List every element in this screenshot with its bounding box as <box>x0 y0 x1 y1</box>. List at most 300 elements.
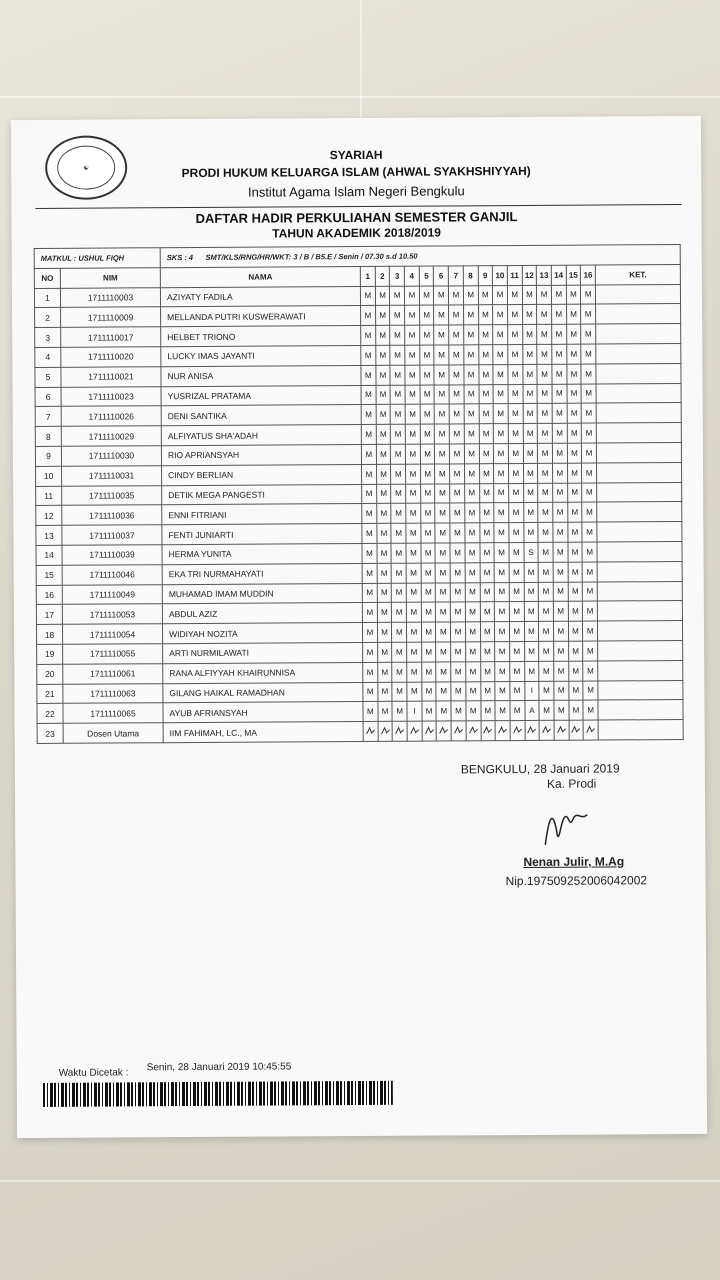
attendance-mark: M <box>420 484 435 504</box>
col-meeting: 5 <box>419 266 434 286</box>
attendance-mark: M <box>523 424 538 444</box>
row-nim: 1711110026 <box>61 406 161 426</box>
attendance-mark: M <box>554 701 569 721</box>
attendance-mark: M <box>567 483 582 503</box>
attendance-mark: M <box>478 285 493 305</box>
attendance-mark: M <box>375 306 390 326</box>
attendance-mark: M <box>566 324 581 344</box>
attendance-mark: M <box>583 700 598 720</box>
attendance-mark: M <box>582 542 597 562</box>
attendance-mark: M <box>479 384 494 404</box>
attendance-mark: M <box>464 424 479 444</box>
attendance-mark: M <box>522 344 537 364</box>
attendance-mark: M <box>568 621 583 641</box>
row-name: HERMA YUNITA <box>162 543 362 564</box>
attendance-mark: M <box>523 443 538 463</box>
sign-role: Ka. Prodi <box>546 776 597 791</box>
attendance-mark: M <box>449 384 464 404</box>
col-meeting: 1 <box>360 266 375 286</box>
attendance-mark: M <box>436 662 451 682</box>
attendance-mark: M <box>377 583 392 603</box>
attendance-mark: M <box>537 285 552 305</box>
attendance-mark: M <box>479 404 494 424</box>
row-ket <box>595 284 680 304</box>
attendance-mark: M <box>376 385 391 405</box>
row-no: 15 <box>36 565 62 585</box>
col-meeting: 11 <box>507 265 522 285</box>
attendance-mark: M <box>551 285 566 305</box>
attendance-mark: M <box>361 385 376 405</box>
attendance-mark: M <box>377 523 392 543</box>
attendance-mark: M <box>450 582 465 602</box>
attendance-mark: M <box>480 622 495 642</box>
row-ket <box>597 621 682 641</box>
attendance-mark: M <box>478 305 493 325</box>
initial-scribble <box>512 725 522 735</box>
lecturer-signature-mark <box>525 721 540 741</box>
attendance-mark: M <box>524 661 539 681</box>
attendance-mark: M <box>450 602 465 622</box>
row-nim: 1711110037 <box>62 525 162 545</box>
col-meeting: 6 <box>434 266 449 286</box>
attendance-mark: M <box>421 583 436 603</box>
row-ket <box>598 700 683 720</box>
row-no: 21 <box>37 684 63 704</box>
row-ket <box>598 640 683 660</box>
attendance-mark: M <box>494 503 509 523</box>
row-nim: 1711110055 <box>63 644 163 664</box>
attendance-mark: M <box>391 444 406 464</box>
row-no: 11 <box>36 486 62 506</box>
attendance-mark: M <box>377 543 392 563</box>
attendance-mark: M <box>421 662 436 682</box>
attendance-mark: M <box>522 325 537 345</box>
attendance-mark: M <box>523 503 538 523</box>
attendance-mark: M <box>421 622 436 642</box>
attendance-mark: M <box>419 325 434 345</box>
attendance-mark: M <box>537 384 552 404</box>
lecturer-signature-mark <box>451 721 466 741</box>
course-slot: SMT/KLS/RNG/HR/WKT: 3 / B / B5.E / Senin / 07.30 s.d 10.50 <box>205 251 418 262</box>
row-name: DETIK MEGA PANGESTI <box>162 484 362 505</box>
institution-name: Institut Agama Islam Negeri Bengkulu <box>247 183 465 200</box>
row-no: 10 <box>36 466 62 486</box>
attendance-mark: M <box>480 701 495 721</box>
attendance-mark: M <box>392 563 407 583</box>
col-meeting: 13 <box>537 265 552 285</box>
initial-scribble <box>468 725 478 735</box>
col-meeting: 8 <box>463 266 478 286</box>
attendance-mark: M <box>493 404 508 424</box>
initial-scribble <box>498 725 508 735</box>
attendance-mark: M <box>361 444 376 464</box>
attendance-mark: M <box>435 523 450 543</box>
attendance-mark: M <box>449 345 464 365</box>
row-ket <box>597 561 682 581</box>
attendance-mark: M <box>568 681 583 701</box>
attendance-mark: M <box>404 286 419 306</box>
row-name: LUCKY IMAS JAYANTI <box>161 345 361 366</box>
attendance-mark: M <box>405 345 420 365</box>
lecturer-signature-mark <box>392 721 407 741</box>
attendance-mark: M <box>553 562 568 582</box>
row-ket <box>596 383 681 403</box>
attendance-mark: M <box>407 622 422 642</box>
attendance-mark: M <box>466 661 481 681</box>
attendance-mark: M <box>567 463 582 483</box>
attendance-mark: M <box>420 404 435 424</box>
attendance-mark: M <box>375 286 390 306</box>
attendance-mark: M <box>376 405 391 425</box>
attendance-mark: M <box>420 444 435 464</box>
initial-scribble <box>395 725 405 735</box>
attendance-mark: M <box>407 642 422 662</box>
attendance-mark: M <box>494 543 509 563</box>
row-no: 9 <box>35 446 61 466</box>
attendance-mark: M <box>362 563 377 583</box>
lecturer-signature-mark <box>510 721 525 741</box>
attendance-mark: M <box>435 543 450 563</box>
lecturer-signature-mark <box>466 721 481 741</box>
attendance-mark: M <box>553 621 568 641</box>
program-name: PRODI HUKUM KELUARGA ISLAM (AHWAL SYAKHSHIYYAH) <box>181 163 531 181</box>
logo-emblem-icon: ☯ <box>57 145 115 189</box>
row-name: ARTI NURMILAWATI <box>163 642 363 663</box>
attendance-mark: M <box>465 622 480 642</box>
lecturer-signature-mark <box>569 720 584 740</box>
attendance-mark: M <box>508 325 523 345</box>
attendance-mark: M <box>567 384 582 404</box>
attendance-mark: M <box>494 562 509 582</box>
row-no: 13 <box>36 525 62 545</box>
attendance-mark: M <box>435 444 450 464</box>
attendance-mark: M <box>581 285 596 305</box>
col-nama: NAMA <box>160 266 360 287</box>
row-ket <box>596 324 681 344</box>
attendance-mark: M <box>552 443 567 463</box>
attendance-mark: M <box>509 483 524 503</box>
attendance-mark: M <box>420 365 435 385</box>
attendance-mark: M <box>581 344 596 364</box>
attendance-mark: M <box>510 681 525 701</box>
attendance-mark: M <box>391 504 406 524</box>
attendance-mark: M <box>451 681 466 701</box>
attendance-mark: M <box>435 484 450 504</box>
attendance-mark: M <box>362 464 377 484</box>
lecturer-signature-mark <box>363 722 378 742</box>
attendance-mark: M <box>480 642 495 662</box>
attendance-mark: M <box>554 641 569 661</box>
attendance-mark: M <box>583 621 598 641</box>
attendance-mark: M <box>494 463 509 483</box>
attendance-mark: M <box>479 523 494 543</box>
attendance-mark: M <box>420 464 435 484</box>
attendance-mark: M <box>582 463 597 483</box>
col-meeting: 3 <box>390 266 405 286</box>
attendance-mark: M <box>480 582 495 602</box>
attendance-mark: M <box>582 562 597 582</box>
attendance-mark: M <box>390 286 405 306</box>
attendance-mark: M <box>391 405 406 425</box>
row-nim: 1711110049 <box>62 584 162 604</box>
attendance-mark: M <box>450 483 465 503</box>
attendance-mark: M <box>421 602 436 622</box>
attendance-mark: M <box>419 305 434 325</box>
attendance-mark: M <box>464 444 479 464</box>
attendance-mark: M <box>434 325 449 345</box>
attendance-mark: M <box>449 305 464 325</box>
attendance-mark: M <box>450 444 465 464</box>
lecturer-signature-mark <box>495 721 510 741</box>
attendance-mark: M <box>465 563 480 583</box>
attendance-mark: M <box>479 463 494 483</box>
attendance-mark: M <box>582 502 597 522</box>
attendance-mark: M <box>451 622 466 642</box>
row-no: 1 <box>34 288 60 308</box>
document-title: DAFTAR HADIR PERKULIAHAN SEMESTER GANJIL <box>195 209 518 226</box>
row-no: 4 <box>35 347 61 367</box>
lecturer-signature-mark <box>481 721 496 741</box>
attendance-mark: M <box>466 701 481 721</box>
row-ket <box>596 442 681 462</box>
attendance-table <box>34 244 684 744</box>
attendance-mark: M <box>362 504 377 524</box>
attendance-mark: M <box>537 344 552 364</box>
row-nim: 1711110036 <box>62 505 162 525</box>
row-name: MUHAMAD IMAM MUDDIN <box>162 583 362 604</box>
row-nim: 1711110023 <box>61 386 161 406</box>
attendance-mark: M <box>419 286 434 306</box>
attendance-mark: M <box>465 602 480 622</box>
attendance-mark: M <box>553 503 568 523</box>
row-no: 14 <box>36 545 62 565</box>
signature-scribble <box>535 805 595 849</box>
attendance-mark: M <box>552 384 567 404</box>
col-meeting: 16 <box>581 265 596 285</box>
attendance-mark: M <box>581 384 596 404</box>
attendance-mark: M <box>494 444 509 464</box>
attendance-mark: M <box>523 483 538 503</box>
col-meeting: 2 <box>375 266 390 286</box>
attendance-mark: M <box>377 642 392 662</box>
row-no: 5 <box>35 367 61 387</box>
attendance-mark: M <box>390 385 405 405</box>
attendance-mark: M <box>392 662 407 682</box>
col-no: NO <box>34 268 60 288</box>
row-ket <box>597 581 682 601</box>
attendance-mark: M <box>392 682 407 702</box>
lecturer-signature-mark <box>407 721 422 741</box>
attendance-mark: M <box>435 404 450 424</box>
row-ket <box>596 344 681 364</box>
attendance-mark: M <box>420 385 435 405</box>
attendance-mark: M <box>524 622 539 642</box>
attendance-mark: M <box>406 583 421 603</box>
attendance-mark: M <box>361 365 376 385</box>
row-nim: 1711110053 <box>62 604 162 624</box>
attendance-mark: M <box>405 385 420 405</box>
attendance-mark: M <box>495 642 510 662</box>
attendance-mark: M <box>552 364 567 384</box>
attendance-mark: M <box>568 582 583 602</box>
row-name: DENI SANTIKA <box>161 405 361 426</box>
row-ket <box>598 680 683 700</box>
attendance-mark: M <box>391 523 406 543</box>
attendance-mark: M <box>449 404 464 424</box>
row-nim: 1711110063 <box>63 683 163 703</box>
attendance-mark: M <box>392 603 407 623</box>
attendance-mark: M <box>479 424 494 444</box>
attendance-mark: M <box>361 425 376 445</box>
attendance-mark: M <box>465 523 480 543</box>
attendance-mark: M <box>509 602 524 622</box>
row-no: 23 <box>37 723 63 743</box>
row-no: 12 <box>36 506 62 526</box>
col-meeting: 12 <box>522 265 537 285</box>
attendance-mark: M <box>582 483 597 503</box>
row-name: ALFIYATUS SHA'ADAH <box>161 425 361 446</box>
initial-scribble <box>454 725 464 735</box>
initial-scribble <box>424 725 434 735</box>
attendance-mark: M <box>538 443 553 463</box>
attendance-mark: M <box>450 563 465 583</box>
attendance-mark: M <box>508 344 523 364</box>
attendance-mark: M <box>391 543 406 563</box>
attendance-mark: M <box>524 562 539 582</box>
lecturer-signature-mark <box>554 720 569 740</box>
attendance-mark: M <box>421 503 436 523</box>
row-ket <box>596 363 681 383</box>
attendance-mark: M <box>522 364 537 384</box>
attendance-mark: M <box>451 662 466 682</box>
attendance-mark: I <box>524 681 539 701</box>
attendance-mark: M <box>376 484 391 504</box>
attendance-mark: M <box>422 701 437 721</box>
attendance-mark: M <box>376 464 391 484</box>
attendance-mark: M <box>464 365 479 385</box>
attendance-mark: M <box>377 622 392 642</box>
attendance-mark: M <box>406 602 421 622</box>
attendance-mark: M <box>494 483 509 503</box>
attendance-mark: M <box>538 522 553 542</box>
attendance-mark: M <box>537 305 552 325</box>
attendance-mark: M <box>377 563 392 583</box>
attendance-mark: M <box>363 702 378 722</box>
course-name: MATKUL : USHUL FIQH <box>34 248 160 269</box>
attendance-mark: M <box>405 365 420 385</box>
attendance-mark: M <box>522 305 537 325</box>
attendance-mark: M <box>524 582 539 602</box>
attendance-mark: M <box>553 582 568 602</box>
attendance-mark: M <box>581 304 596 324</box>
attendance-mark: M <box>378 682 393 702</box>
row-name: GILANG HAIKAL RAMADHAN <box>163 682 363 703</box>
attendance-mark: M <box>567 364 582 384</box>
attendance-mark: M <box>493 325 508 345</box>
attendance-mark: M <box>568 542 583 562</box>
row-name: RIO APRIANSYAH <box>161 444 361 465</box>
printed-label: Waktu Dicetak : <box>58 1067 129 1079</box>
lecturer-signature-mark <box>422 721 437 741</box>
row-ket <box>596 304 681 324</box>
row-name: MELLANDA PUTRI KUSWERAWATI <box>161 306 361 327</box>
sign-place-date: BENGKULU, 28 Januari 2019 <box>460 761 620 777</box>
attendance-mark: M <box>495 701 510 721</box>
attendance-mark: M <box>538 463 553 483</box>
row-nim: 1711110061 <box>63 663 163 683</box>
attendance-mark: M <box>361 345 376 365</box>
attendance-mark: M <box>566 285 581 305</box>
attendance-mark: M <box>450 503 465 523</box>
attendance-mark: I <box>407 701 422 721</box>
attendance-mark: M <box>524 641 539 661</box>
attendance-mark: M <box>375 345 390 365</box>
attendance-mark: M <box>538 562 553 582</box>
attendance-mark: M <box>508 463 523 483</box>
attendance-mark: M <box>405 444 420 464</box>
attendance-mark: M <box>567 502 582 522</box>
attendance-mark: M <box>406 464 421 484</box>
attendance-mark: M <box>538 582 553 602</box>
attendance-mark: M <box>436 701 451 721</box>
attendance-mark: M <box>362 484 377 504</box>
signatory-name: Nenan Julir, M.Ag <box>523 854 625 869</box>
row-nim: Dosen Utama <box>63 723 163 743</box>
attendance-mark: M <box>392 622 407 642</box>
col-meeting: 4 <box>404 266 419 286</box>
attendance-mark: M <box>362 623 377 643</box>
attendance-mark: M <box>552 423 567 443</box>
lecturer-signature-mark <box>378 721 393 741</box>
attendance-mark: M <box>464 384 479 404</box>
attendance-mark: M <box>538 423 553 443</box>
row-no: 2 <box>35 308 61 328</box>
attendance-mark: M <box>493 364 508 384</box>
attendance-mark: M <box>539 602 554 622</box>
attendance-mark: M <box>361 326 376 346</box>
attendance-mark: M <box>509 582 524 602</box>
attendance-mark: M <box>465 582 480 602</box>
row-name: AZIYATY FADILA <box>160 286 360 307</box>
row-name: ABDUL AZIZ <box>162 603 362 624</box>
attendance-mark: M <box>361 306 376 326</box>
attendance-mark: M <box>376 424 391 444</box>
col-meeting: 10 <box>492 265 507 285</box>
attendance-mark: M <box>465 503 480 523</box>
signatory-nip: Nip.197509252006042002 <box>505 873 648 889</box>
attendance-mark: M <box>581 364 596 384</box>
row-name: FENTI JUNIARTI <box>162 524 362 545</box>
row-no: 18 <box>36 624 62 644</box>
row-ket <box>598 720 683 740</box>
attendance-mark: M <box>378 702 393 722</box>
attendance-mark: M <box>362 524 377 544</box>
attendance-mark: M <box>405 404 420 424</box>
attendance-mark: M <box>537 404 552 424</box>
attendance-mark: M <box>553 522 568 542</box>
attendance-mark: M <box>434 305 449 325</box>
attendance-mark: M <box>539 701 554 721</box>
attendance-mark: M <box>405 306 420 326</box>
attendance-mark: M <box>554 661 569 681</box>
attendance-mark: M <box>434 286 449 306</box>
attendance-mark: M <box>377 662 392 682</box>
attendance-mark: M <box>568 641 583 661</box>
attendance-mark: M <box>583 601 598 621</box>
row-nim: 1711110065 <box>63 703 163 723</box>
attendance-mark: M <box>360 286 375 306</box>
attendance-mark: M <box>451 701 466 721</box>
